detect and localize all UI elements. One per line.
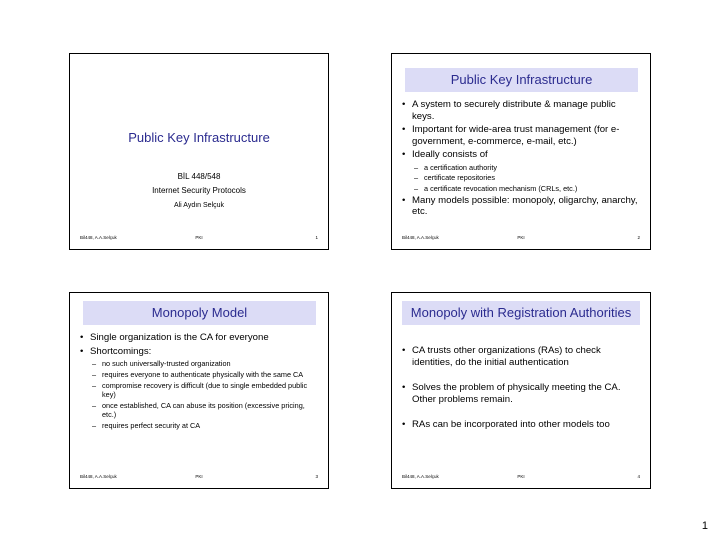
slide-footer	[402, 474, 640, 480]
author-name: Ali Aydın Selçuk	[173, 202, 225, 209]
footer-author: Bil448, A.A.Selçuk	[402, 235, 439, 240]
footer-slide-number: 2	[637, 235, 640, 240]
bullet: • Single organization is the CA for everyone	[80, 332, 318, 344]
slide-footer	[80, 235, 318, 241]
slide-4	[391, 292, 651, 489]
footer-slide-number: 3	[315, 474, 318, 479]
slide-2	[391, 53, 651, 250]
bullet: • Solves the problem of physically meeting the CA. Other problems remain.	[402, 382, 640, 405]
sub-bullet: – requires everyone to authenticate physically with the same CA	[80, 370, 318, 379]
bullet: • Shortcomings:	[80, 346, 318, 358]
slide-footer	[402, 235, 640, 241]
footer-author: Bil448, A.A.Selçuk	[402, 474, 439, 479]
slide-1-cover	[69, 53, 329, 250]
footer-topic: PKI	[195, 474, 203, 479]
footer-slide-number: 4	[637, 474, 640, 479]
bullet: • Important for wide-area trust management (for e-government, e-commerce, e-mail, etc.)	[402, 124, 640, 147]
sub-bullet: – once established, CA can abuse its position (excessive pricing, etc.)	[80, 401, 318, 420]
sub-bullet: – compromise recovery is difficult (due to single embedded public key)	[80, 381, 318, 400]
sub-bullet: – a certification authority	[402, 163, 640, 172]
bullet: • A system to securely distribute & manage public keys.	[402, 99, 640, 122]
cover-title: Public Key Infrastructure	[128, 130, 270, 145]
slide-title: Monopoly Model	[83, 301, 316, 325]
slide-title: Public Key Infrastructure	[405, 68, 638, 92]
slide-title: Monopoly with Registration Authorities	[402, 301, 640, 325]
footer-author: Bil448, A.A.Selçuk	[80, 474, 117, 479]
course-code: BİL 448/548	[177, 172, 221, 181]
sub-bullet: – a certificate revocation mechanism (CRLs, etc.)	[402, 184, 640, 193]
footer-topic: PKI	[517, 474, 525, 479]
footer-topic: PKI	[517, 235, 525, 240]
sub-bullet: – requires perfect security at CA	[80, 421, 318, 430]
slide-footer	[80, 474, 318, 480]
sub-bullet: – no such universally-trusted organization	[80, 359, 318, 368]
footer-author: Bil448, A.A.Selçuk	[80, 235, 117, 240]
bullet: • CA trusts other organizations (RAs) to check identities, do the initial authentication	[402, 345, 640, 368]
footer-slide-number: 1	[315, 235, 318, 240]
page-number: 1	[701, 520, 708, 532]
footer-topic: PKI	[195, 235, 203, 240]
slide-content	[402, 99, 640, 220]
slide-content	[80, 332, 318, 432]
bullet: • Many models possible: monopoly, oligarchy, anarchy, etc.	[402, 195, 640, 218]
bullet: • RAs can be incorporated into other models too	[402, 419, 640, 431]
slide-3	[69, 292, 329, 489]
sub-bullet: – certificate repositories	[402, 173, 640, 182]
course-name: Internet Security Protocols	[152, 186, 246, 195]
slide-content	[402, 345, 640, 445]
bullet: • Ideally consists of	[402, 149, 640, 161]
